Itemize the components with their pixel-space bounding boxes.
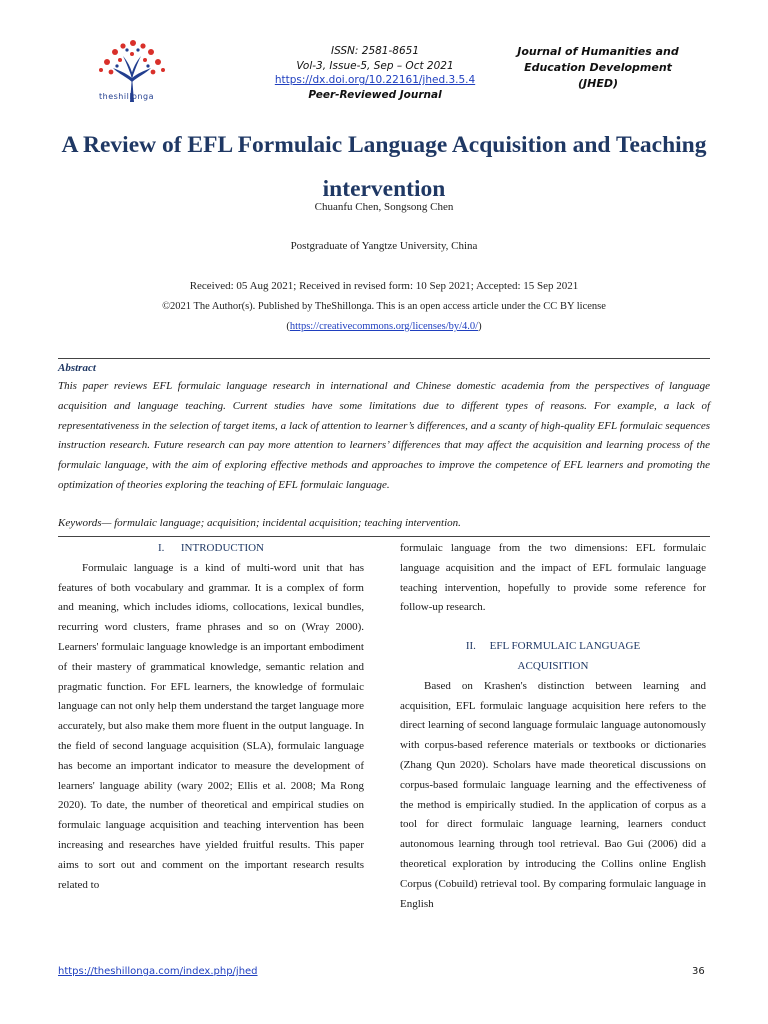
abstract-body: This paper reviews EFL formulaic language research in international and Chinese domestic academia from the perspectives of language acquisition and language teaching. Current studies have some limitations due to different types of reasons. For example, a lack of representativeness in the selection of target items, a lack of attention to learner’s differences, and a scanty of high-quality EFL formulaic sequences instruction research. Future research can pay more attention to learners’ differences that may affect the acquisition and learning process of the formulaic language, with the aim of exploring effective methods and approaches to improve the competence of EFL learners and promoting the optimization of theories exploring the teaching of EFL formulaic language. bbox=[58, 380, 710, 491]
copyright-notice: ©2021 The Author(s). Published by TheShillonga. This is an open access article under the CC BY license bbox=[162, 301, 606, 312]
doi-link[interactable]: https://dx.doi.org/10.22161/jhed.3.5.4 bbox=[274, 74, 476, 86]
journal-name-line3: (JHED) bbox=[578, 77, 618, 90]
footer-journal-link[interactable]: https://theshillonga.com/index.php/jhed bbox=[58, 966, 258, 977]
article-title: A Review of EFL Formulaic Language Acquisition and Teaching intervention bbox=[61, 132, 707, 202]
authors: Chuanfu Chen, Songsong Chen bbox=[314, 201, 454, 213]
abstract-heading: Abstract bbox=[58, 362, 96, 374]
abstract-top-rule bbox=[58, 358, 710, 359]
right-column bbox=[400, 539, 706, 914]
page-number: 36 bbox=[692, 966, 705, 977]
section-heading-introduction: I. INTRODUCTION bbox=[157, 542, 264, 554]
journal-name-line1: Journal of Humanities and bbox=[517, 45, 679, 58]
affiliation: Postgraduate of Yangtze University, China bbox=[290, 240, 478, 252]
journal-name-line2: Education Development bbox=[524, 61, 672, 74]
volume-issue: Vol-3, Issue-5, Sep – Oct 2021 bbox=[296, 59, 454, 72]
introduction-continuation: formulaic language from the two dimensions: EFL formulaic language acquisition and the impact of EFL formulaic language teaching intervention, hopefully to provide some reference for follow-up research. bbox=[400, 542, 706, 614]
section-heading-acquisition-line2: ACQUISITION bbox=[517, 659, 589, 672]
peer-reviewed-label: Peer-Reviewed Journal bbox=[308, 88, 442, 101]
keywords: Keywords— formulaic language; acquisition; incidental acquisition; teaching intervention. bbox=[58, 517, 461, 529]
section-heading-acquisition-line1: II. EFL FORMULAIC LANGUAGE bbox=[465, 640, 641, 653]
license-open-paren: ( bbox=[286, 321, 290, 332]
license-line bbox=[40, 321, 728, 332]
acquisition-paragraph: Based on Krashen's distinction between learning and acquisition, EFL formulaic language acquisition here refers to the direct learning of second language formulaic language autonomously with corpus-based reference materials or textbooks or dictionaries (Zhang Qun 2020). Scholars have made theoretical discussions on corpus-based formulaic language learning and the effectiveness of the method is empirically studied. In the application of corpus as a tool for direct formulaic language learning, learners conduct autonomous learning through tool retrieval. Bao Gui (2006) did a theoretical exploration by introducing the Collins online English Corpus (Cobuild) retrieval tool. By comparing formulaic language in English bbox=[400, 679, 706, 910]
abstract-bottom-rule bbox=[58, 536, 710, 537]
left-column bbox=[58, 539, 364, 895]
introduction-paragraph: Formulaic language is a kind of multi-word unit that has features of both vocabulary and grammar. It is a complex of form and meaning, which includes idioms, collocations, lexical bundles, recurring word clusters, frame phrases and so on (Wray 2000). Learners' formulaic language knowledge is an important embodiment of their mastery of grammatical knowledge, semantic relation and pragmatic function. For EFL learners, the knowledge of formulaic language can not only help them understand the target language more accurately, but also make them more fluent in the output language. In the field of second language acquisition (SLA), formulaic language has become an important indicator to measure the development of learners' language ability (wary 2002; Ellis et al. 2008; Ma Rong 2020). To date, the number of theoretical and empirical studies on formulaic language acquisition and teaching intervention has been increasing and researches have yielded fruitful results. This paper aims to sort out and comment on the important research results related to bbox=[58, 561, 364, 891]
article-dates: Received: 05 Aug 2021; Received in revised form: 10 Sep 2021; Accepted: 15 Sep 2021 bbox=[189, 280, 579, 292]
license-link[interactable]: https://creativecommons.org/licenses/by/4.0/ bbox=[289, 321, 479, 332]
journal-issue-info bbox=[240, 44, 510, 102]
issn: ISSN: 2581-8651 bbox=[330, 45, 419, 57]
journal-name bbox=[498, 44, 698, 92]
logo-wordmark: theshillonga bbox=[99, 92, 154, 101]
license-close-paren: ) bbox=[478, 321, 482, 332]
